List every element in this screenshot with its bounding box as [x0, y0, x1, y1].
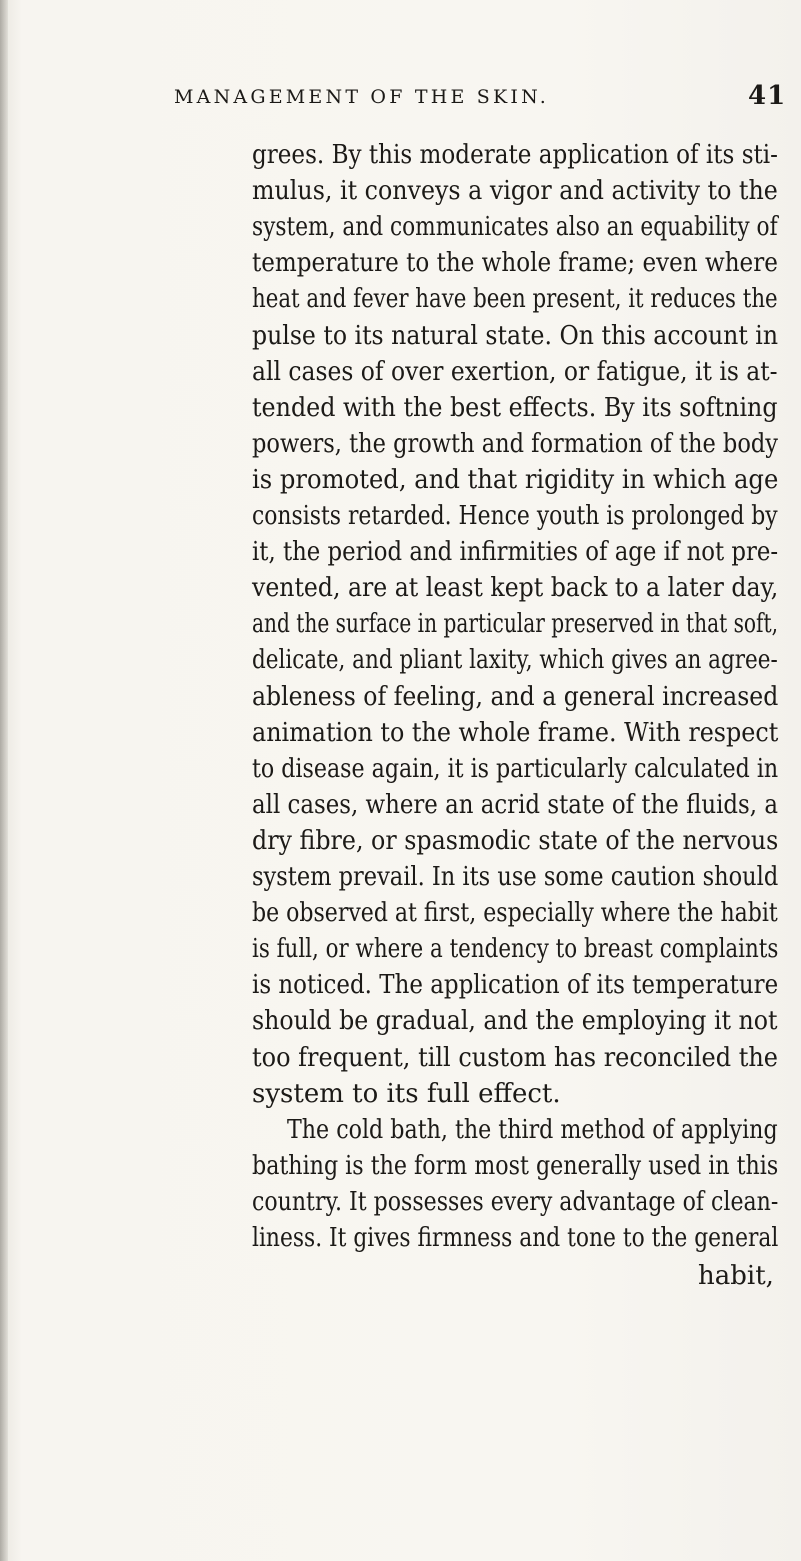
text-line: tended with the best effects. By its softning: [252, 392, 778, 423]
running-head: MANAGEMENT OF THE SKIN.: [174, 86, 549, 108]
text-line: consists retarded. Hence youth is prolonged by: [252, 501, 778, 531]
text-line: too frequent, till custom has reconciled the: [252, 1042, 778, 1073]
text-line: pulse to its natural state. On this account in: [252, 320, 779, 351]
text-line: it, the period and infirmities of age if not pre-: [252, 537, 779, 568]
text-line: all cases, where an acrid state of the fluids, a: [252, 789, 778, 820]
text-line: to disease again, it is particularly calculated in: [252, 753, 779, 784]
text-line: system prevail. In its use some caution should: [252, 862, 779, 892]
text-line: grees. By this moderate application of its sti-: [252, 140, 778, 170]
text-line: and the surface in particular preserved in that soft,: [252, 609, 778, 640]
text-line: delicate, and pliant laxity, which gives an agree-: [252, 645, 778, 676]
text-line: mulus, it conveys a vigor and activity to the: [252, 176, 778, 207]
text-line: all cases of over exertion, or fatigue, it is at-: [252, 356, 778, 387]
text-line: dry fibre, or spasmodic state of the nervous: [252, 825, 779, 856]
text-line-paragraph-start: The cold bath, the third method of applying: [287, 1114, 778, 1145]
text-line: heat and fever have been present, it reduces the: [252, 284, 778, 315]
text-line: ableness of feeling, and a general increased: [252, 681, 779, 712]
text-line: liness. It gives firmness and tone to the general: [252, 1223, 779, 1253]
catchword: habit,: [698, 1261, 774, 1292]
text-line: powers, the growth and formation of the body: [252, 428, 778, 459]
text-line: should be gradual, and the employing it not: [252, 1006, 778, 1037]
text-line: system to its full effect.: [252, 1078, 561, 1109]
text-line: temperature to the whole frame; even where: [252, 248, 778, 279]
text-line: vented, are at least kept back to a later day,: [252, 573, 779, 604]
text-line: be observed at first, especially where the habit: [252, 898, 778, 929]
text-line: system, and communicates also an equability of: [252, 212, 778, 243]
text-line: is full, or where a tendency to breast complaints: [252, 934, 779, 965]
text-line: country. It possesses every advantage of clean-: [252, 1186, 779, 1217]
text-line: animation to the whole frame. With respect: [252, 717, 779, 748]
text-line: is promoted, and that rigidity in which age: [252, 464, 779, 495]
page-number: 41: [748, 81, 787, 111]
text-line: is noticed. The application of its temperature: [252, 970, 779, 1001]
text-line: bathing is the form most generally used in this: [252, 1150, 779, 1181]
